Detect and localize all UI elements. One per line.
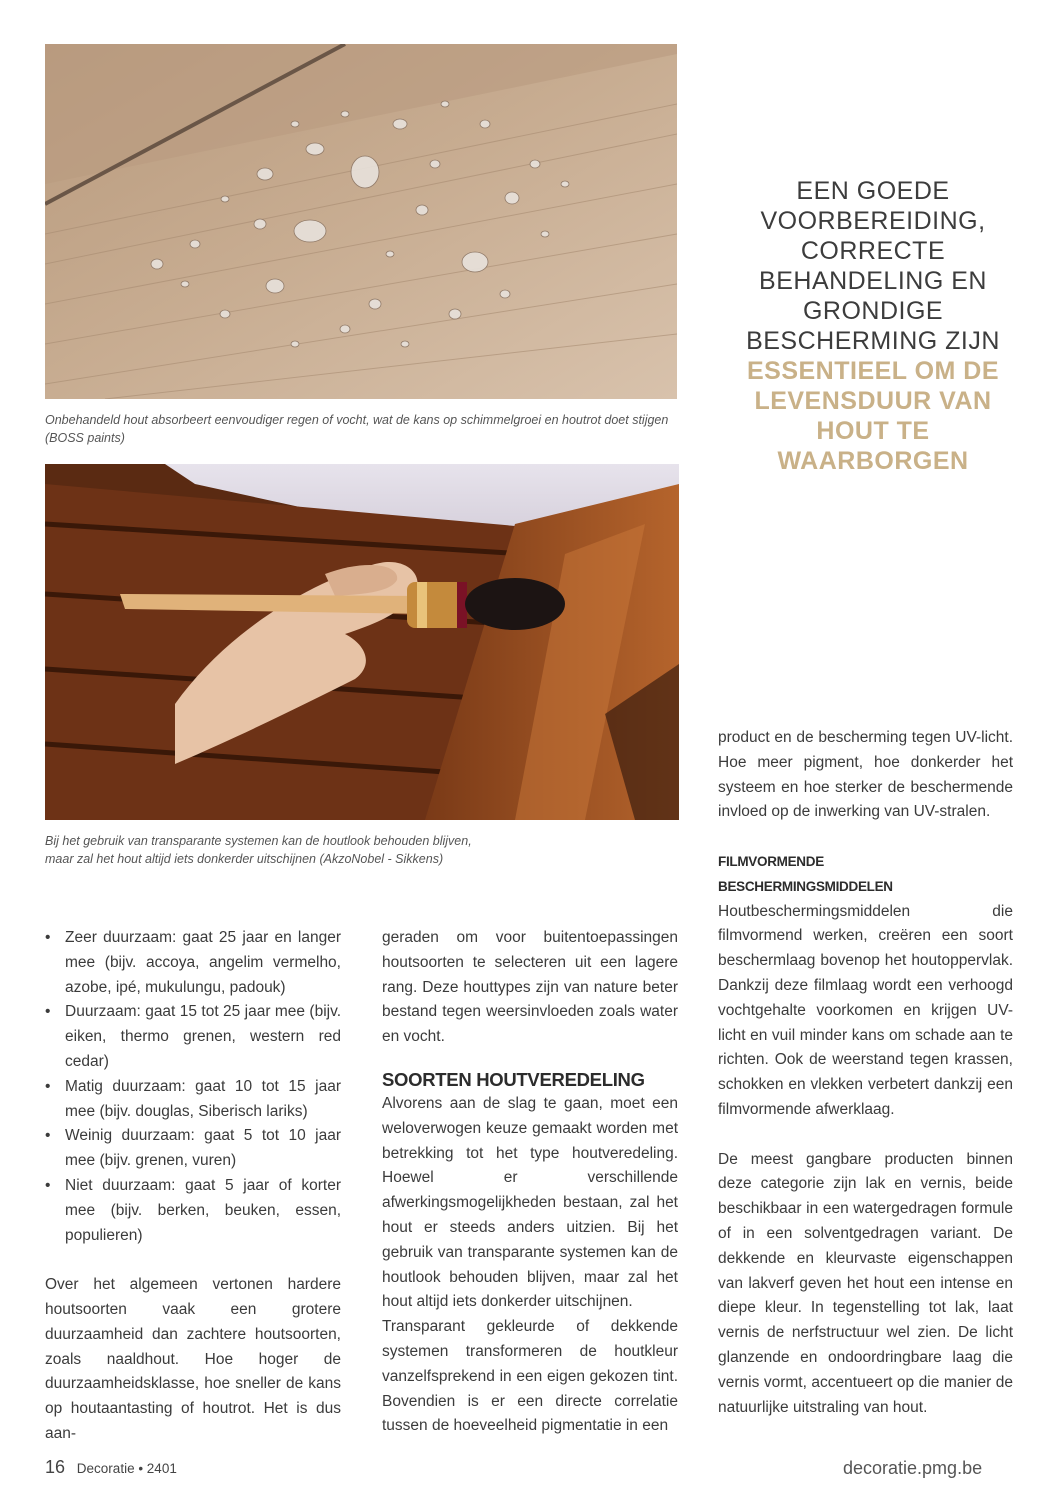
photo1-caption: Onbehandeld hout absorbeert eenvoudiger regen of vocht, wat de kans op schimmelgroei en houtrot doet stijgen (BOSS paints) bbox=[45, 413, 669, 445]
pull-quote-line: BEHANDELING EN bbox=[759, 267, 987, 295]
body-paragraph: Over het algemeen vertonen hardere houtsoorten vaak een grotere duurzaamheid dan zachtere houtsoorten, zoals naaldhout. Hoe hoger de duurzaamheidsklasse, hoe sneller de kans op houtaantasting of houtrot. Het is dus aan- bbox=[45, 1276, 341, 1442]
section-heading: SOORTEN HOUTVEREDELING bbox=[382, 1068, 645, 1090]
list-item bbox=[45, 1000, 341, 1074]
list-item bbox=[45, 1075, 341, 1125]
pull-quote-accent-line: WAARBORGEN bbox=[777, 447, 969, 475]
bullet-icon: • bbox=[45, 1127, 51, 1145]
list-item-text: Matig duurzaam: gaat 10 tot 15 jaar mee (bijv. douglas, Siberisch lariks) bbox=[65, 1077, 341, 1120]
website-link[interactable]: decoratie.pmg.be bbox=[843, 1458, 983, 1478]
page-number: 16 bbox=[45, 1457, 66, 1477]
bullet-icon: • bbox=[45, 929, 51, 946]
brush-painting-wood-photo bbox=[45, 464, 679, 820]
brush-painting-wood-image bbox=[45, 464, 679, 820]
pull-quote-line: GRONDIGE bbox=[802, 297, 944, 325]
body-paragraph: Alvorens aan de slag te gaan, moet een weloverwogen keuze gemaakt worden met betrekking tot het type houtveredeling. Hoewel er verschillende afwerkingsmogelijkheden bestaan, zal het hout er steeds anders uitzien. Bij het gebruik van transparante systemen kan de houtlook behouden blijven, maar zal het hout altijd iets donkerder uitschijnen. bbox=[382, 1094, 678, 1311]
body-paragraph: Houtbeschermingsmiddelen die filmvormend werken, creëren een soort beschermlaag bovenop het houtoppervlak. Dankzij deze filmlaag wordt een verhoogd vochtgehalte voorkomen en krijgen UV-licht en vuil minder kans om schade aan te richten. Ook de weerstand tegen krassen, schokken en vlekken verbetert dankzij een filmvormende afwerklaag. bbox=[718, 902, 1013, 1118]
section-heading-line1: FILMVORMENDE bbox=[718, 853, 824, 869]
article-column-3 bbox=[718, 726, 1013, 1420]
wood-water-drops-photo bbox=[45, 44, 677, 399]
photo2-caption bbox=[45, 832, 505, 868]
body-paragraph: De meest gangbare producten binnen deze categorie zijn lak en vernis, beide beschikbaar in een watergedragen formule of in een solventgedragen variant. De dekkende en kleurvaste eigenschappen van lakverf geven het hout een intense en diepe kleur. In tegenstelling tot lak, laat vernis de nerfstructuur wel zien. De licht glanzende en ondoordringbare laag die vernis vormt, accentueert op die manier de natuurlijke uitstraling van hout. bbox=[718, 1150, 1013, 1416]
pull-quote-accent-line: LEVENSDUUR VAN bbox=[754, 387, 992, 415]
magazine-issue: Decoratie • 2401 bbox=[76, 1461, 177, 1476]
body-paragraph: Transparant gekleurde of dekkende systemen transformeren de houtkleur vanzelfsprekend in een eigen gekozen tint. Bovendien is er een directe correlatie tussen de hoeveelheid pigmentatie in een bbox=[382, 1318, 678, 1435]
bullet-icon: • bbox=[45, 1176, 51, 1194]
photo2-caption-line1: Bij het gebruik van transparante systemen kan de houtlook behouden blijven, bbox=[45, 834, 472, 848]
article-column-1 bbox=[45, 926, 341, 1447]
pull-quote-accent-line: HOUT TE bbox=[816, 417, 930, 445]
page-footer bbox=[45, 1457, 177, 1478]
body-paragraph: geraden om voor buitentoepassingen houtsoorten te selecteren uit een lagere rang. Deze houttypes zijn van nature beter bestand tegen weersinvloeden zoals water en vocht. bbox=[382, 929, 678, 1046]
pull-quote-line: BESCHERMING ZIJN bbox=[746, 327, 1000, 355]
photo2-caption-line2: maar zal het hout altijd iets donkerder uitschijnen (AkzoNobel - Sikkens) bbox=[45, 852, 444, 866]
pull-quote-line: EEN GOEDE bbox=[796, 177, 950, 205]
list-item bbox=[45, 926, 341, 1000]
section-heading bbox=[718, 850, 1013, 900]
body-paragraph: product en de bescherming tegen UV-licht. Hoe meer pigment, hoe donkerder het systeem en hoe sterker de beschermende invloed op de inwerking van UV-stralen. bbox=[718, 729, 1013, 821]
pull-quote-accent-line: ESSENTIEEL OM DE bbox=[746, 357, 1000, 385]
pull-quote bbox=[737, 176, 1009, 476]
durability-list bbox=[45, 926, 341, 1248]
list-item bbox=[45, 1174, 341, 1248]
pull-quote-line: CORRECTE bbox=[800, 237, 946, 265]
list-item-text: Weinig duurzaam: gaat 5 tot 10 jaar mee (bijv. grenen, vuren) bbox=[65, 1127, 341, 1170]
pull-quote-line: VOORBEREIDING, bbox=[760, 207, 986, 235]
bullet-icon: • bbox=[45, 1003, 51, 1021]
bullet-icon: • bbox=[45, 1077, 51, 1095]
article-column-2 bbox=[382, 926, 678, 1439]
wood-water-drops-image bbox=[45, 44, 677, 399]
list-item-text: Duurzaam: gaat 15 tot 25 jaar mee (bijv. eiken, thermo grenen, western red cedar) bbox=[65, 1003, 341, 1070]
list-item-text: Niet duurzaam: gaat 5 jaar of korter mee (bijv. berken, beuken, essen, populieren) bbox=[65, 1176, 341, 1244]
list-item-text: Zeer duurzaam: gaat 25 jaar en langer mee (bijv. accoya, angelim vermelho, azobe, ipé, mukulungu, padouk) bbox=[65, 929, 341, 996]
section-heading-line2: BESCHERMINGSMIDDELEN bbox=[718, 878, 893, 894]
list-item bbox=[45, 1124, 341, 1174]
